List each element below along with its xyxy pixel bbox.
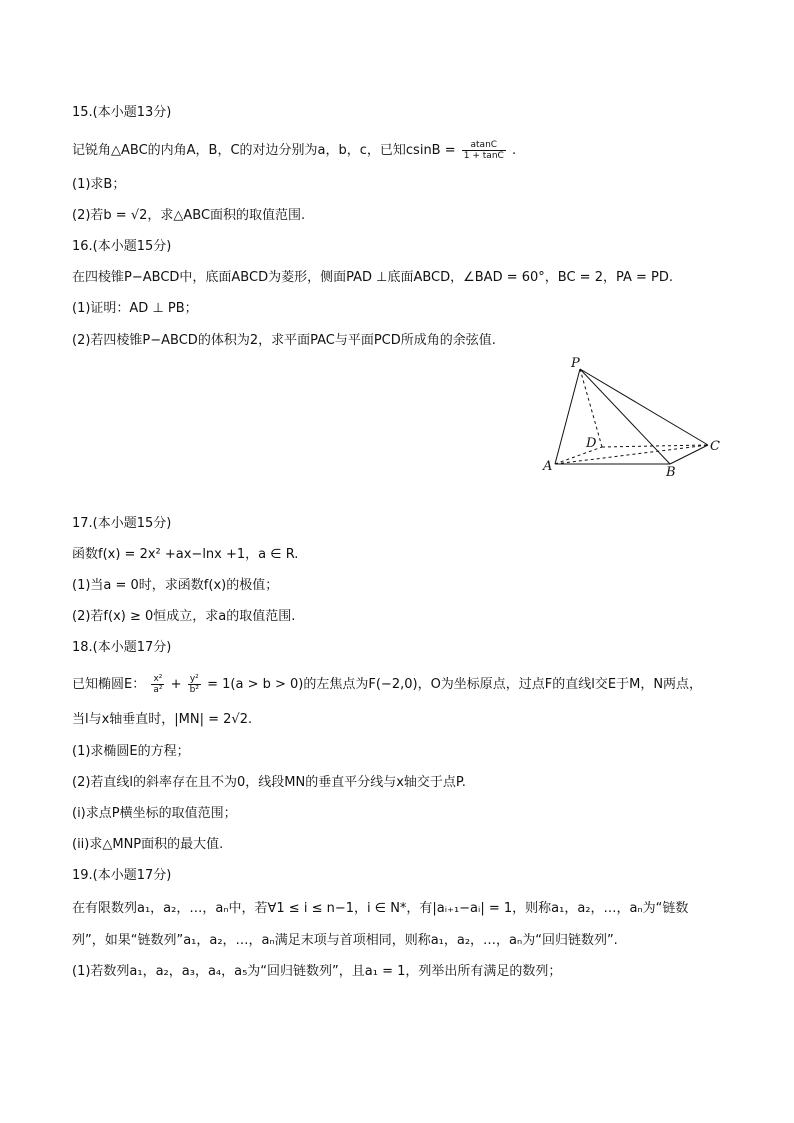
q15-fraction	[462, 140, 506, 161]
q15-frac-num: atanC	[462, 140, 506, 151]
q18-frac1-num: x²	[151, 674, 164, 685]
q18-stem-suffix: = 1(a > b > 0)的左焦点为F(−2,0)，O为坐标原点，过点F的直线l交E于M，N两点，	[207, 677, 703, 692]
edge-PC	[580, 369, 708, 445]
q18-part2: (2)若直线l的斜率存在且不为0，线段MN的垂直平分线与x轴交于点P.	[72, 775, 466, 790]
q18-part2-ii: (ii)求△MNP面积的最大值.	[72, 837, 224, 852]
q17-part1: (1)当a = 0时，求函数f(x)的极值；	[72, 578, 279, 593]
q16-part1: (1)证明：AD ⊥ PB；	[72, 301, 198, 316]
q15-stem	[72, 140, 516, 161]
q15-part2: (2)若b = √2，求△ABC面积的取值范围.	[72, 208, 306, 223]
q18-part2-i: (i)求点P横坐标的取值范围；	[72, 806, 237, 821]
q15-frac-den: 1 + tanC	[463, 151, 504, 161]
q18-frac2-num: y²	[188, 674, 201, 685]
q18-plus: +	[170, 677, 182, 692]
q15-stem-prefix: 记锐角△ABC的内角A，B，C的对边分别为a，b，c，已知csinB =	[72, 143, 456, 158]
q15-stem-suffix: .	[511, 143, 517, 158]
q18-fraction-x	[151, 674, 164, 695]
q15-title: 15.(本小题13分)	[72, 105, 172, 120]
q19-stem-line2: 列”，如果“链数列”a₁，a₂，…，aₙ满足末项与首项相同，则称a₁，a₂，…，aₙ为“回归链数列”.	[72, 933, 618, 948]
q19-title: 19.(本小题17分)	[72, 868, 172, 883]
q18-part1: (1)求椭圆E的方程；	[72, 744, 190, 759]
pyramid-figure	[540, 352, 725, 482]
label-C: C	[710, 439, 720, 454]
q17-stem: 函数f(x) = 2x² +ax−lnx +1，a ∈ R.	[72, 547, 299, 562]
label-B: B	[666, 465, 676, 480]
q18-frac2-den: b²	[189, 685, 199, 695]
q16-part2: (2)若四棱锥P−ABCD的体积为2，求平面PAC与平面PCD所成角的余弦值.	[72, 333, 496, 348]
q19-part1: (1)若数列a₁，a₂，a₃，a₄，a₅为“回归链数列”，且a₁ = 1，列举出所有满足的数列；	[72, 964, 562, 979]
q18-stem	[72, 674, 702, 695]
edge-AC	[555, 445, 708, 464]
q16-title: 16.(本小题15分)	[72, 239, 172, 254]
label-D: D	[586, 436, 597, 451]
q18-stem-prefix: 已知椭圆E：	[72, 677, 146, 692]
pyramid-diagram	[540, 352, 725, 482]
label-A: A	[543, 459, 553, 474]
q18-frac1-den: a²	[153, 685, 163, 695]
q15-part1: (1)求B；	[72, 177, 126, 192]
q18-stem-line2: 当l与x轴垂直时，|MN| = 2√2.	[72, 712, 253, 727]
q19-stem-line1: 在有限数列a₁，a₂，…，aₙ中，若∀1 ≤ i ≤ n−1，i ∈ N*，有|aᵢ₊₁−aᵢ| = 1，则称a₁，a₂，…，aₙ为“链数	[72, 901, 689, 916]
label-P: P	[571, 356, 580, 371]
q17-part2: (2)若f(x) ≥ 0恒成立，求a的取值范围.	[72, 609, 296, 624]
q17-title: 17.(本小题15分)	[72, 516, 172, 531]
q16-stem: 在四棱锥P−ABCD中，底面ABCD为菱形，侧面PAD ⊥底面ABCD，∠BAD = 60°，BC = 2，PA = PD.	[72, 270, 674, 285]
q18-title: 18.(本小题17分)	[72, 640, 172, 655]
edge-PA	[555, 369, 580, 464]
q18-fraction-y	[188, 674, 201, 695]
